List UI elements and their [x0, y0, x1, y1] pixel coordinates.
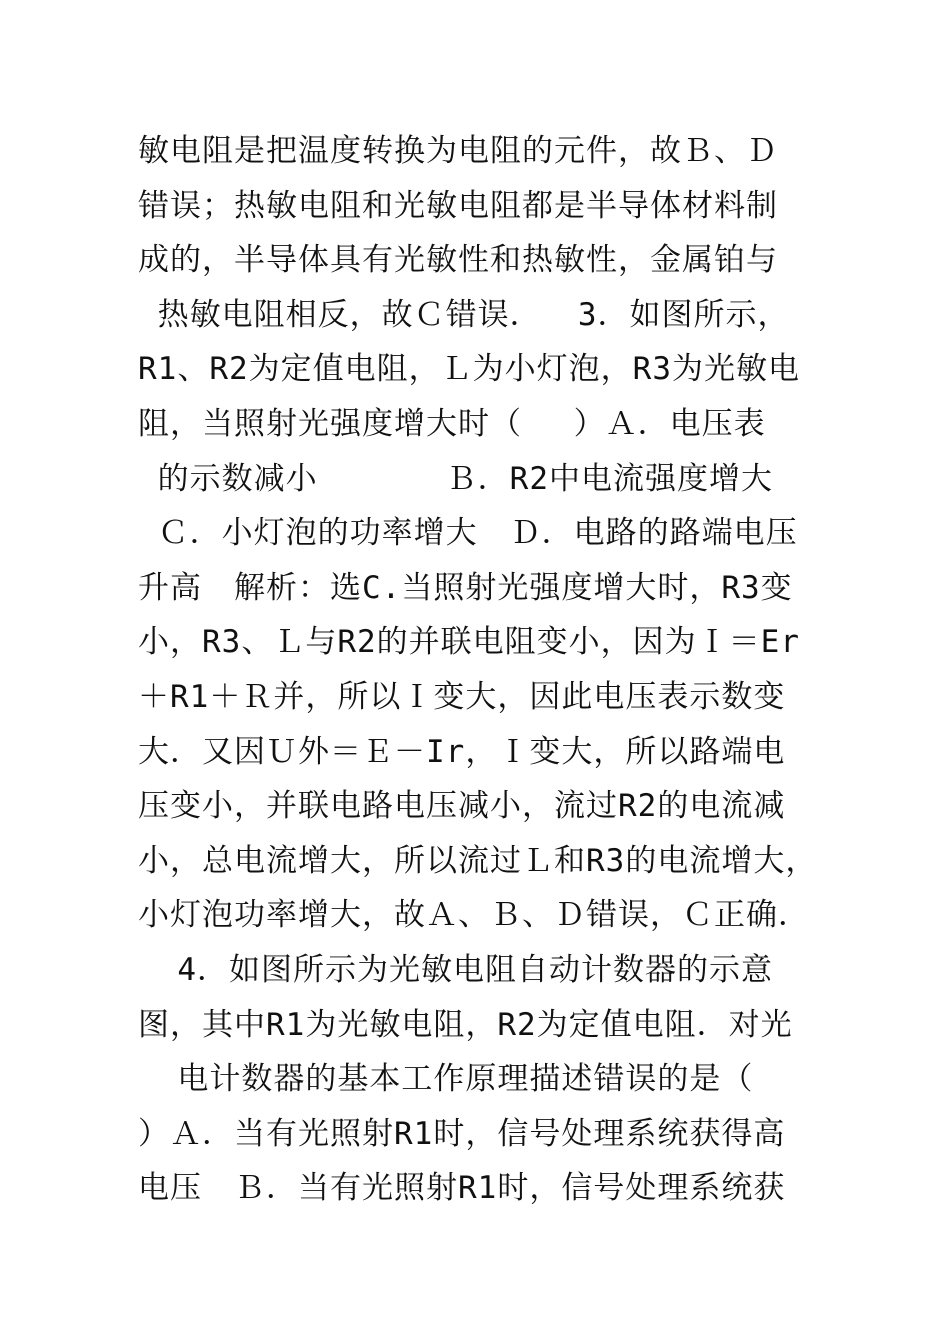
text-line-15: 小灯泡功率增大，故Ａ、Ｂ、Ｄ错误，Ｃ正确． — [138, 897, 810, 934]
text-line-10: 小，R3、Ｌ与R2的并联电阻变小，因为Ｉ＝Er — [138, 624, 800, 661]
text-line-18: 电计数器的基本工作原理描述错误的是（ — [138, 1061, 754, 1098]
text-line-7: 的示数减小 Ｂ．R2中电流强度增大 — [138, 460, 773, 497]
text-line-16: 4．如图所示为光敏电阻自动计数器的示意 — [138, 951, 773, 988]
document-body — [138, 124, 838, 1216]
text-line-11: ＋R1＋Ｒ并，所以Ｉ变大，因此电压表示数变 — [138, 678, 786, 715]
text-line-1: 敏电阻是把温度转换为电阻的元件，故Ｂ、Ｄ — [138, 133, 778, 169]
text-line-2: 错误；热敏电阻和光敏电阻都是半导体材料制 — [138, 187, 778, 224]
text-line-14: 小，总电流增大，所以流过Ｌ和R3的电流增大， — [138, 842, 818, 879]
text-line-19: ）Ａ．当有光照射R1时，信号处理系统获得高 — [138, 1115, 786, 1152]
text-line-13: 压变小，并联电路电压减小，流过R2的电流减 — [138, 788, 786, 825]
text-line-9: 升高 解析：选C.当照射光强度增大时，R3变 — [138, 569, 793, 606]
text-line-6: 阻，当照射光强度增大时（ ）Ａ．电压表 — [138, 405, 766, 442]
text-line-8: Ｃ．小灯泡的功率增大 Ｄ．电路的路端电压 — [138, 515, 798, 552]
text-line-20: 电压 Ｂ．当有光照射R1时，信号处理系统获 — [138, 1170, 786, 1207]
text-line-3: 成的，半导体具有光敏性和热敏性，金属铂与 — [138, 242, 778, 279]
text-line-5: R1、R2为定值电阻，Ｌ为小灯泡，R3为光敏电 — [138, 351, 800, 388]
text-line-4: 热敏电阻相反，故Ｃ错误． 3．如图所示， — [138, 296, 790, 333]
text-line-12: 大．又因Ｕ外＝Ｅ－Ir，Ｉ变大，所以路端电 — [138, 733, 786, 770]
text-line-17: 图，其中R1为光敏电阻，R2为定值电阻．对光 — [138, 1006, 793, 1043]
